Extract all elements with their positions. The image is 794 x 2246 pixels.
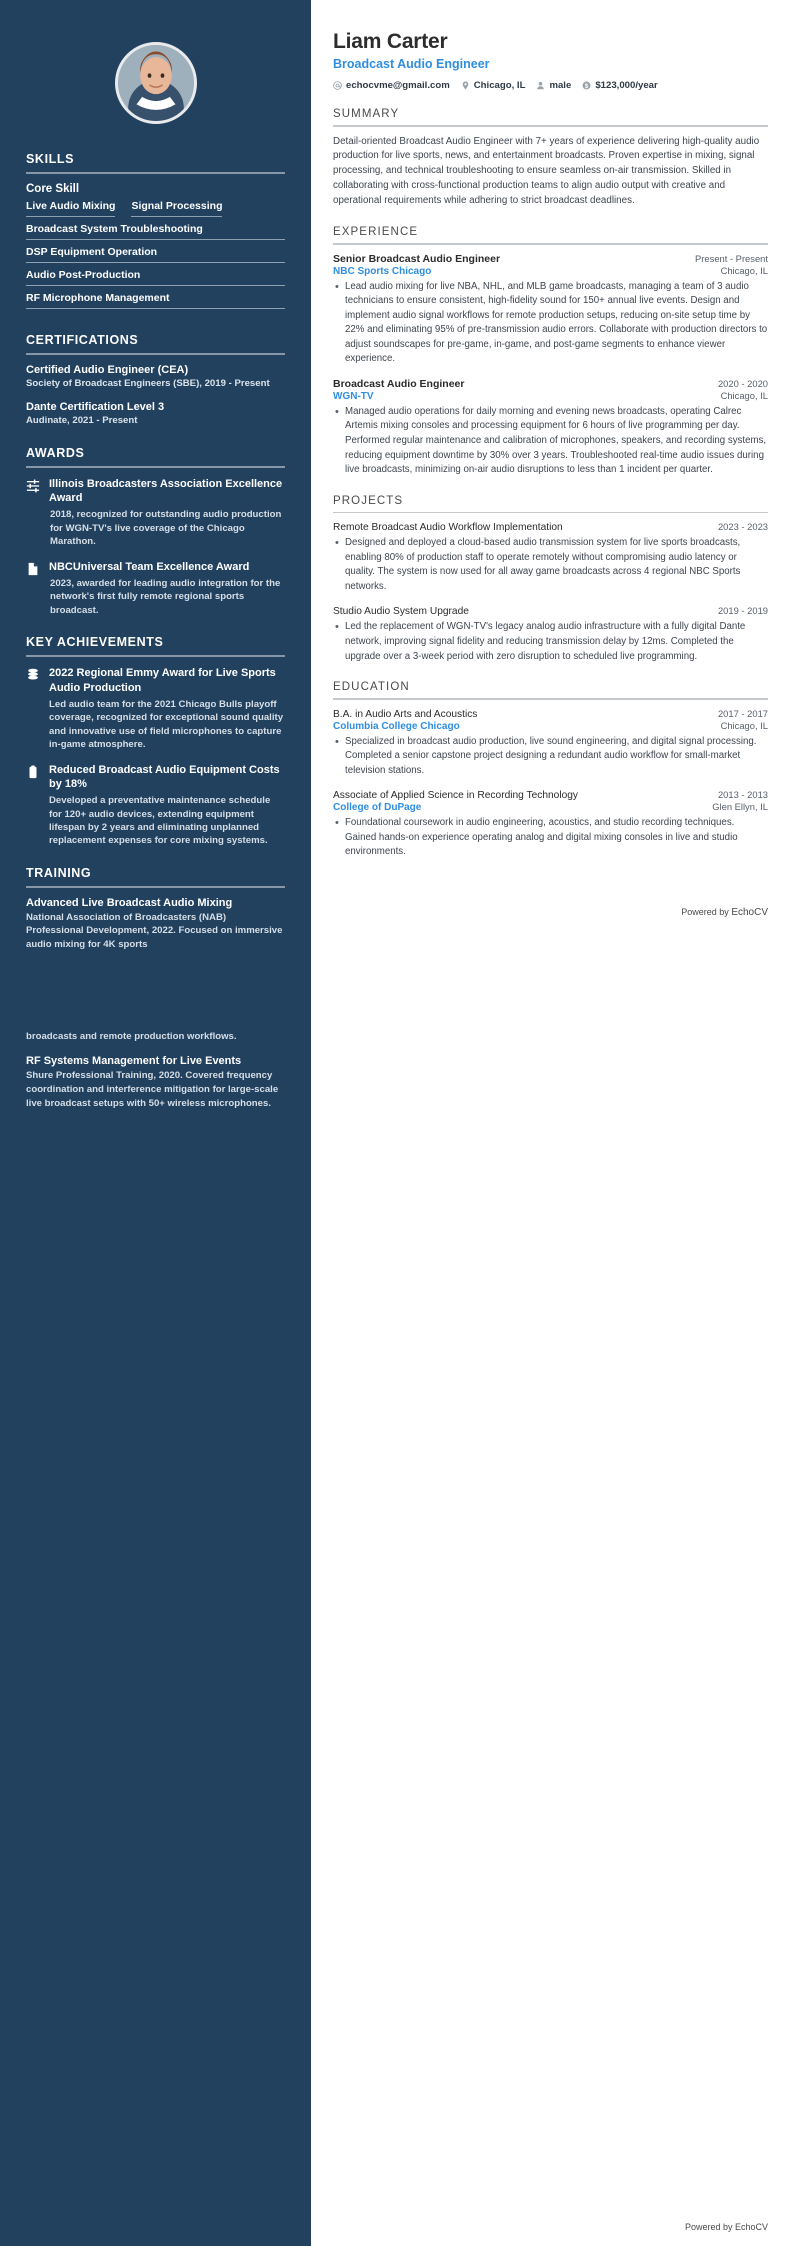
education-location: Glen Ellyn, IL <box>712 801 768 813</box>
experience-divider <box>333 243 768 245</box>
awards-divider <box>26 466 285 468</box>
experience-date: Present - Present <box>695 252 768 264</box>
document-icon <box>26 562 40 576</box>
training-description: Shure Professional Training, 2020. Covered frequency coordination and interference mitigation for large-scale live broadcast setups with 50+ wireless microphones. <box>26 1070 279 1109</box>
summary-heading: SUMMARY <box>333 108 400 120</box>
project-bullets <box>333 620 768 664</box>
contact-gender <box>536 80 571 91</box>
experience-location: Chicago, IL <box>720 389 768 401</box>
experience-organization[interactable]: WGN-TV <box>333 390 374 402</box>
project-date: 2023 - 2023 <box>717 521 768 533</box>
certification-title: Certified Audio Engineer (CEA) <box>26 364 189 376</box>
certification-subtitle: Audinate, 2021 - Present <box>26 414 138 426</box>
sidebar-section-awards <box>26 446 285 617</box>
award-description: 2023, awarded for leading audio integration for the network's first fully remote regional sports broadcast. <box>50 578 281 616</box>
resume-header <box>333 30 768 91</box>
certifications-heading: CERTIFICATIONS <box>26 333 139 347</box>
education-bullets <box>333 735 768 779</box>
key-achievements-divider <box>26 655 285 657</box>
award-body <box>49 477 285 549</box>
bullet: • Managed audio operations for daily morning and evening news broadcasts, operating Calrec Artemis mixing consoles and processing equipment for 6 hours of live programming per day. Performed regular maintenance and calibration of microphones, speakers, and recording systems, reducing equipment downtime by 30% over 3 years. Troubleshooted real-time audio issues during live broadcasts, minimizing on-air audio disruptions to less than 1 incident per quarter. <box>333 405 768 478</box>
education-school[interactable]: Columbia College Chicago <box>333 720 460 732</box>
page-footer-prefix: Powered by <box>684 2222 735 2232</box>
skills-list <box>26 200 285 315</box>
training-divider <box>26 886 285 888</box>
award-body <box>49 560 285 618</box>
clipboard-icon <box>26 765 40 779</box>
training-heading: TRAINING <box>26 865 92 880</box>
skill-item: Audio Post-Production <box>26 269 285 286</box>
certification-item <box>26 364 285 391</box>
education-school[interactable]: College of DuPage <box>333 802 422 814</box>
skills-group-title: Core Skill <box>26 183 80 195</box>
education-entry <box>333 789 768 860</box>
page-break-gap <box>26 964 285 1030</box>
project-title: Studio Audio System Upgrade <box>333 606 469 618</box>
experience-heading: EXPERIENCE <box>333 226 419 239</box>
training-description-continued: broadcasts and remote production workflows. <box>26 1030 237 1042</box>
email-icon <box>333 81 342 90</box>
project-date: 2019 - 2019 <box>717 605 768 617</box>
profile-photo-wrap <box>26 0 285 152</box>
training-item <box>26 897 285 952</box>
award-description: 2018, recognized for outstanding audio production for WGN-TV's live coverage of the Chicago Marathon. <box>50 509 282 548</box>
training-title: RF Systems Management for Live Events <box>26 1055 242 1068</box>
footer-brand: EchoCV <box>731 906 768 918</box>
award-title: NBCUniversal Team Excellence Award <box>49 560 250 573</box>
award-item <box>26 560 285 618</box>
achievement-body <box>49 666 285 751</box>
achievement-title: 2022 Regional Emmy Award for Live Sports Audio Production <box>49 667 276 694</box>
bullet: • Lead audio mixing for live NBA, NHL, and MLB game broadcasts, managing a team of 3 audio technicians to ensure consistent, high-fidelity sound for 150+ annual live events. Design and implement audio signal workflows for remote production setups, reducing on-site setup time by 22% and eliminating 95% of pre-transmission audio errors. Collaborate with production directors to adjust soundscapes for pre-game, in-game, and post-game segments to enhance viewer experience. <box>333 280 768 367</box>
education-entry-subheader <box>333 801 768 813</box>
training-item <box>26 1055 285 1110</box>
education-entry-header <box>333 789 768 801</box>
projects-divider <box>333 512 768 514</box>
summary-divider <box>333 125 768 127</box>
achievement-body <box>49 763 285 848</box>
certification-subtitle: Society of Broadcast Engineers (SBE), 2019 - Present <box>26 378 270 389</box>
education-degree: Associate of Applied Science in Recording Technology <box>333 790 579 802</box>
section-projects <box>333 495 768 664</box>
contact-salary-value: $123,000/year <box>595 80 658 91</box>
footer-prefix: Powered by <box>681 906 732 917</box>
bullet: • Foundational coursework in audio engineering, acoustics, and studio recording techniques. Gained hands-on experience operating analog and digital mixing consoles in live and studio environments. <box>333 816 768 860</box>
project-entry <box>333 605 768 664</box>
education-degree: B.A. in Audio Arts and Acoustics <box>333 708 478 720</box>
summary-text: Detail-oriented Broadcast Audio Engineer with 7+ years of experience delivering high-quality audio production for live sports, news, and entertainment broadcasts. Proven expertise in mixing, signal processing, and technical troubleshooting to ensure seamless on-air transmission. Skilled in collaborating with cross-functional production teams to align audio output with creative and operational requirements while adhering to strict broadcast deadlines. <box>333 135 760 207</box>
skill-item: DSP Equipment Operation <box>26 246 285 263</box>
skills-heading: SKILLS <box>26 152 75 166</box>
sidebar-section-skills <box>26 152 285 315</box>
sidebar-section-key-achievements <box>26 635 285 848</box>
experience-entry <box>333 253 768 367</box>
section-experience <box>333 226 768 478</box>
projects-heading: PROJECTS <box>333 494 404 507</box>
education-entry-header <box>333 708 768 720</box>
contact-location-value: Chicago, IL <box>473 80 526 91</box>
person-icon <box>536 81 545 90</box>
training-description: National Association of Broadcasters (NAB) Professional Development, 2022. Focused on immersive audio mixing for 4K sports <box>26 911 283 951</box>
section-education <box>333 681 768 860</box>
project-entry <box>333 521 768 594</box>
experience-entry-subheader <box>333 390 768 402</box>
experience-date: 2020 - 2020 <box>717 377 768 389</box>
section-summary <box>333 108 768 209</box>
certification-item <box>26 401 285 428</box>
award-item <box>26 477 285 549</box>
page-title: Liam Carter <box>333 30 448 53</box>
education-bullets <box>333 816 768 860</box>
achievement-description: Led audio team for the 2021 Chicago Bulls playoff coverage, recognized for exceptional sound quality and innovative use of field microphones to capture in-game atmosphere. <box>49 698 284 751</box>
training-item-continued <box>26 1030 285 1044</box>
bullet: • Designed and deployed a cloud-based audio transmission system for live sports broadcasts, enabling 80% of production staff to operate remotely without compromising audio latency or quality. The system is now used for all away game broadcasts across 4 regional NBC Sports networks. <box>333 536 768 594</box>
certification-title: Dante Certification Level 3 <box>26 400 165 413</box>
education-location: Chicago, IL <box>720 719 768 731</box>
skill-item: RF Microphone Management <box>26 292 285 309</box>
experience-title: Broadcast Audio Engineer <box>333 377 465 390</box>
award-title: Illinois Broadcasters Association Excellence Award <box>49 477 283 505</box>
main-column <box>311 0 794 918</box>
project-title: Remote Broadcast Audio Workflow Implementation <box>333 522 563 534</box>
bullet: • Led the replacement of WGN-TV's legacy analog audio infrastructure with a fully digital Dante network, improving signal fidelity and reducing transmission delay by 12ms. Completed the upgrade over a 3-week period with zero disruption to scheduled live programming. <box>333 620 768 664</box>
experience-entry-header <box>333 253 768 265</box>
contact-location <box>461 80 526 91</box>
experience-bullets <box>333 405 768 478</box>
education-entry <box>333 708 768 779</box>
contact-email-value: echocvme@gmail.com <box>346 80 450 91</box>
achievement-description: Developed a preventative maintenance schedule for 120+ audio devices, extending equipment lifespan by 2 years and eliminating unplanned replacement expenses for core mixing systems. <box>49 795 271 847</box>
dollar-icon <box>582 81 591 90</box>
achievement-item <box>26 666 285 751</box>
contact-salary <box>582 80 657 91</box>
experience-entry <box>333 378 768 478</box>
project-entry-header <box>333 521 768 533</box>
skill-item: Live Audio Mixing <box>26 200 115 217</box>
page-footer-brand: EchoCV <box>734 2222 768 2232</box>
education-divider <box>333 698 768 700</box>
achievement-title: Reduced Broadcast Audio Equipment Costs by 18% <box>49 763 280 790</box>
project-bullets <box>333 536 768 594</box>
certifications-divider <box>26 353 285 355</box>
experience-entry-header <box>333 378 768 390</box>
experience-title: Senior Broadcast Audio Engineer <box>333 252 501 265</box>
equalizer-icon <box>26 479 40 493</box>
experience-entry-subheader <box>333 265 768 277</box>
location-pin-icon <box>461 81 470 90</box>
contact-row <box>333 80 768 91</box>
page-footer-powered-by <box>685 2222 768 2232</box>
education-date: 2013 - 2013 <box>717 789 768 801</box>
svg-text:$: $ <box>585 83 589 90</box>
skills-divider <box>26 172 285 174</box>
sidebar-section-certifications <box>26 333 285 428</box>
footer-powered-by <box>333 871 768 918</box>
avatar-illustration <box>118 45 194 121</box>
database-stack-icon <box>26 668 40 682</box>
sidebar <box>0 0 311 2246</box>
experience-location: Chicago, IL <box>720 264 768 276</box>
skill-item: Signal Processing <box>131 200 222 217</box>
awards-heading: AWARDS <box>26 445 85 460</box>
contact-email <box>333 80 450 91</box>
experience-bullets <box>333 280 768 367</box>
achievement-item <box>26 763 285 848</box>
project-entry-header <box>333 605 768 617</box>
avatar <box>115 42 197 124</box>
training-title: Advanced Live Broadcast Audio Mixing <box>26 896 233 909</box>
key-achievements-heading: KEY ACHIEVEMENTS <box>26 635 164 650</box>
education-heading: EDUCATION <box>333 681 410 694</box>
job-title: Broadcast Audio Engineer <box>333 57 490 71</box>
education-entry-subheader <box>333 720 768 732</box>
contact-gender-value: male <box>549 80 572 91</box>
bullet: • Specialized in broadcast audio production, live sound engineering, and digital signal processing. Completed a senior capstone project designing a redundant audio workflow for small-market television stations. <box>333 735 768 779</box>
sidebar-section-training <box>26 866 285 1110</box>
skill-item: Broadcast System Troubleshooting <box>26 223 285 240</box>
education-date: 2017 - 2017 <box>717 707 768 719</box>
experience-organization[interactable]: NBC Sports Chicago <box>333 265 432 277</box>
